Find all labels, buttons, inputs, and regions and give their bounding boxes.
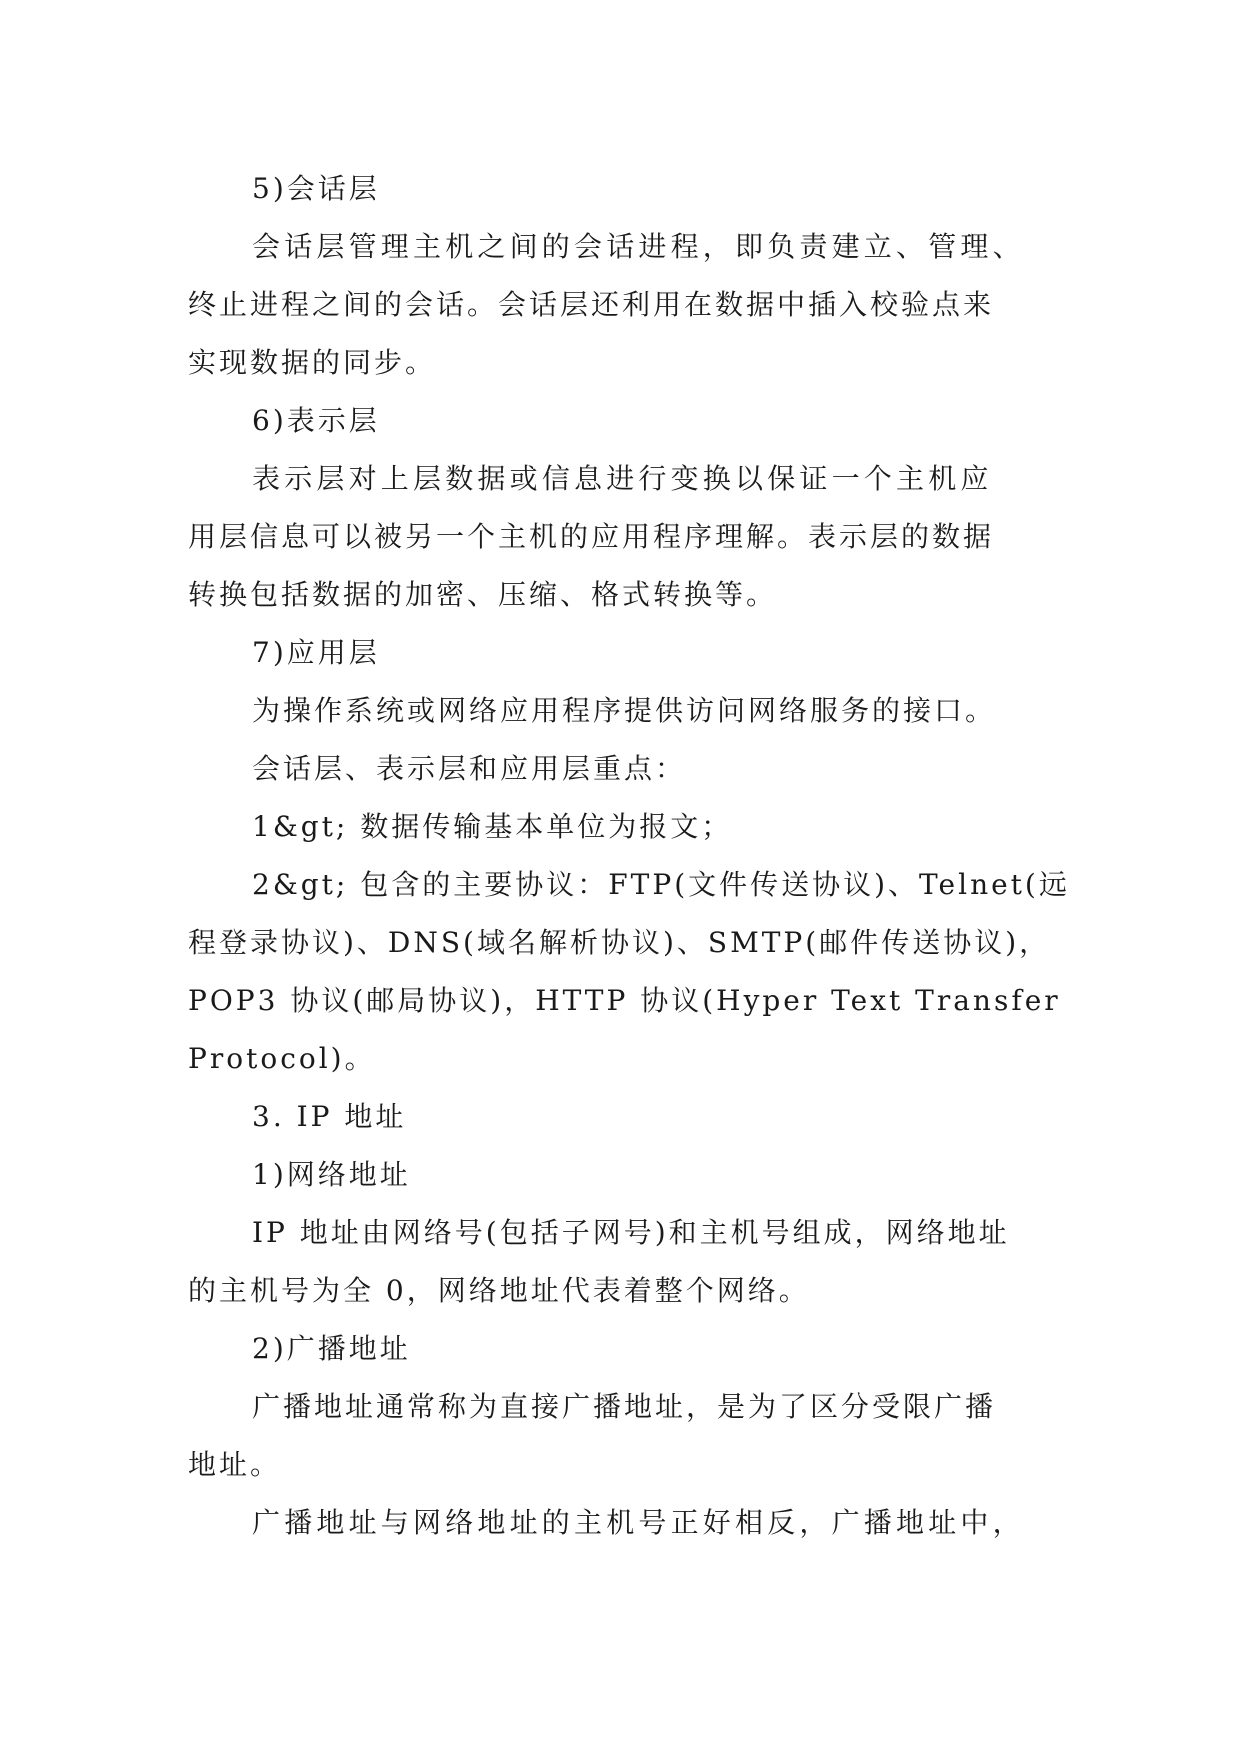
paragraph-line: 广播地址与网络地址的主机号正好相反，广播地址中， [252, 1506, 1025, 1539]
section-heading-ip-address: 3. IP 地址 [252, 1100, 407, 1133]
document-page [188, 160, 1068, 1552]
heading-presentation-layer: 6)表示层 [252, 404, 380, 437]
paragraph-line: 表示层对上层数据或信息进行变换以保证一个主机应 [252, 462, 993, 495]
paragraph-line: 的主机号为全 0，网络地址代表着整个网络。 [188, 1274, 810, 1307]
paragraph-line: 地址。 [188, 1448, 282, 1481]
heading-application-layer: 7)应用层 [252, 636, 380, 669]
paragraph-line: 会话层管理主机之间的会话进程，即负责建立、管理、 [252, 230, 1025, 263]
paragraph-line: 为操作系统或网络应用程序提供访问网络服务的接口。 [252, 694, 997, 727]
paragraph-line: 广播地址通常称为直接广播地址，是为了区分受限广播 [252, 1390, 997, 1423]
heading-network-address: 1)网络地址 [252, 1158, 411, 1191]
paragraph-line: 实现数据的同步。 [188, 346, 437, 379]
paragraph-line: 转换包括数据的加密、压缩、格式转换等。 [188, 578, 778, 611]
key-points-heading: 会话层、表示层和应用层重点： [252, 752, 687, 785]
paragraph-line: POP3 协议(邮局协议)，HTTP 协议(Hyper Text Transfer [188, 984, 1061, 1017]
paragraph-line: IP 地址由网络号(包括子网号)和主机号组成，网络地址 [252, 1216, 1010, 1249]
heading-broadcast-address: 2)广播地址 [252, 1332, 411, 1365]
heading-session-layer: 5)会话层 [252, 172, 380, 205]
key-point-item: 2&gt; 包含的主要协议：FTP(文件传送协议)、Telnet(远 [252, 868, 1070, 901]
paragraph-line: 用层信息可以被另一个主机的应用程序理解。表示层的数据 [188, 520, 995, 553]
paragraph-line: 程登录协议)、DNS(域名解析协议)、SMTP(邮件传送协议)， [188, 926, 1051, 959]
key-point-item: 1&gt; 数据传输基本单位为报文； [252, 810, 733, 843]
paragraph-line: Protocol)。 [188, 1042, 376, 1075]
paragraph-line: 终止进程之间的会话。会话层还利用在数据中插入校验点来 [188, 288, 995, 321]
